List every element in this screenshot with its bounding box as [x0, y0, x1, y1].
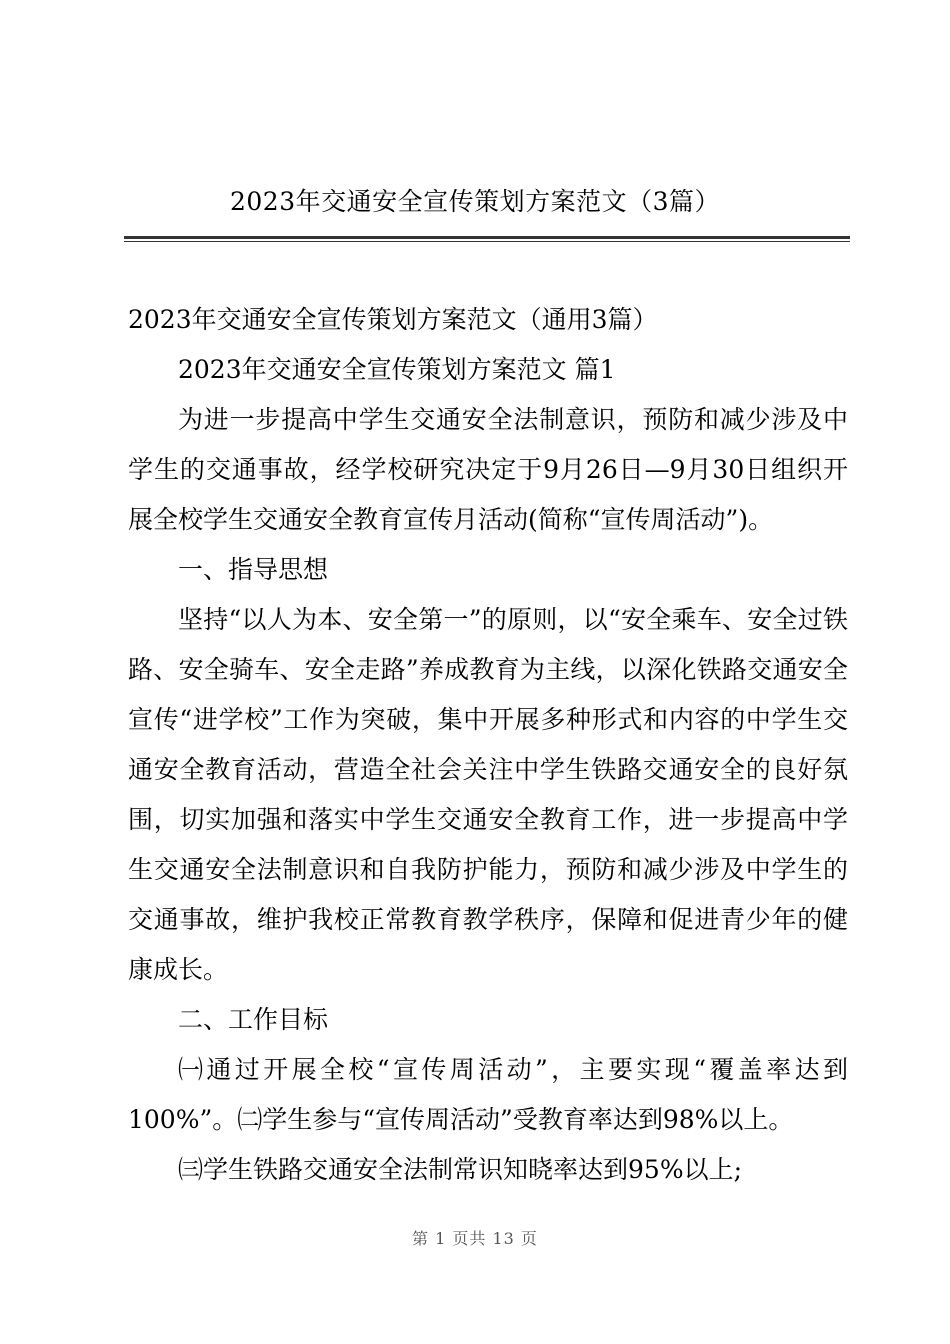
guiding-ideology-paragraph: 坚持“以人为本、安全第一”的原则，以“安全乘车、安全过铁路、安全骑车、安全走路”养成教育为主线，以深化铁路交通安全宣传“进学校”工作为突破，集中开展多种形式和内容的中学生交通安全教育活动，营造全社会关注中学生铁路交通安全的良好氛围，切实加强和落实中学生交通安全教育工作，进一步提高中学生交通安全法制意识和自我防护能力，预防和减少涉及中学生的交通事故，维护我校正常教育教学秩序，保障和促进青少年的健康成长。 — [128, 605, 848, 984]
header-divider-thin — [124, 241, 850, 242]
document-body — [128, 295, 848, 1195]
heading-guiding-ideology: 一、指导思想 — [178, 555, 329, 584]
heading-work-goals: 二、工作目标 — [178, 1005, 329, 1034]
work-goals-paragraph-2: ㈢学生铁路交通安全法制常识知晓率达到95%以上; — [178, 1155, 742, 1184]
section-heading-part1: 2023年交通安全宣传策划方案范文 篇1 — [178, 355, 616, 384]
page-number: 第 1 页共 13 页 — [412, 1229, 538, 1248]
document-subtitle: 2023年交通安全宣传策划方案范文（通用3篇） — [128, 305, 658, 334]
work-goals-paragraph-1: ㈠通过开展全校“宣传周活动”，主要实现“覆盖率达到100%”。㈡学生参与“宣传周活动”受教育率达到98%以上。 — [128, 1055, 848, 1134]
page-title: 2023年交通安全宣传策划方案范文（3篇） — [229, 187, 721, 216]
header-divider — [124, 236, 850, 239]
intro-paragraph: 为进一步提高中学生交通安全法制意识，预防和减少涉及中学生的交通事故，经学校研究决定于9月26日—9月30日组织开展全校学生交通安全教育宣传月活动(简称“宣传周活动”)。 — [128, 405, 848, 534]
